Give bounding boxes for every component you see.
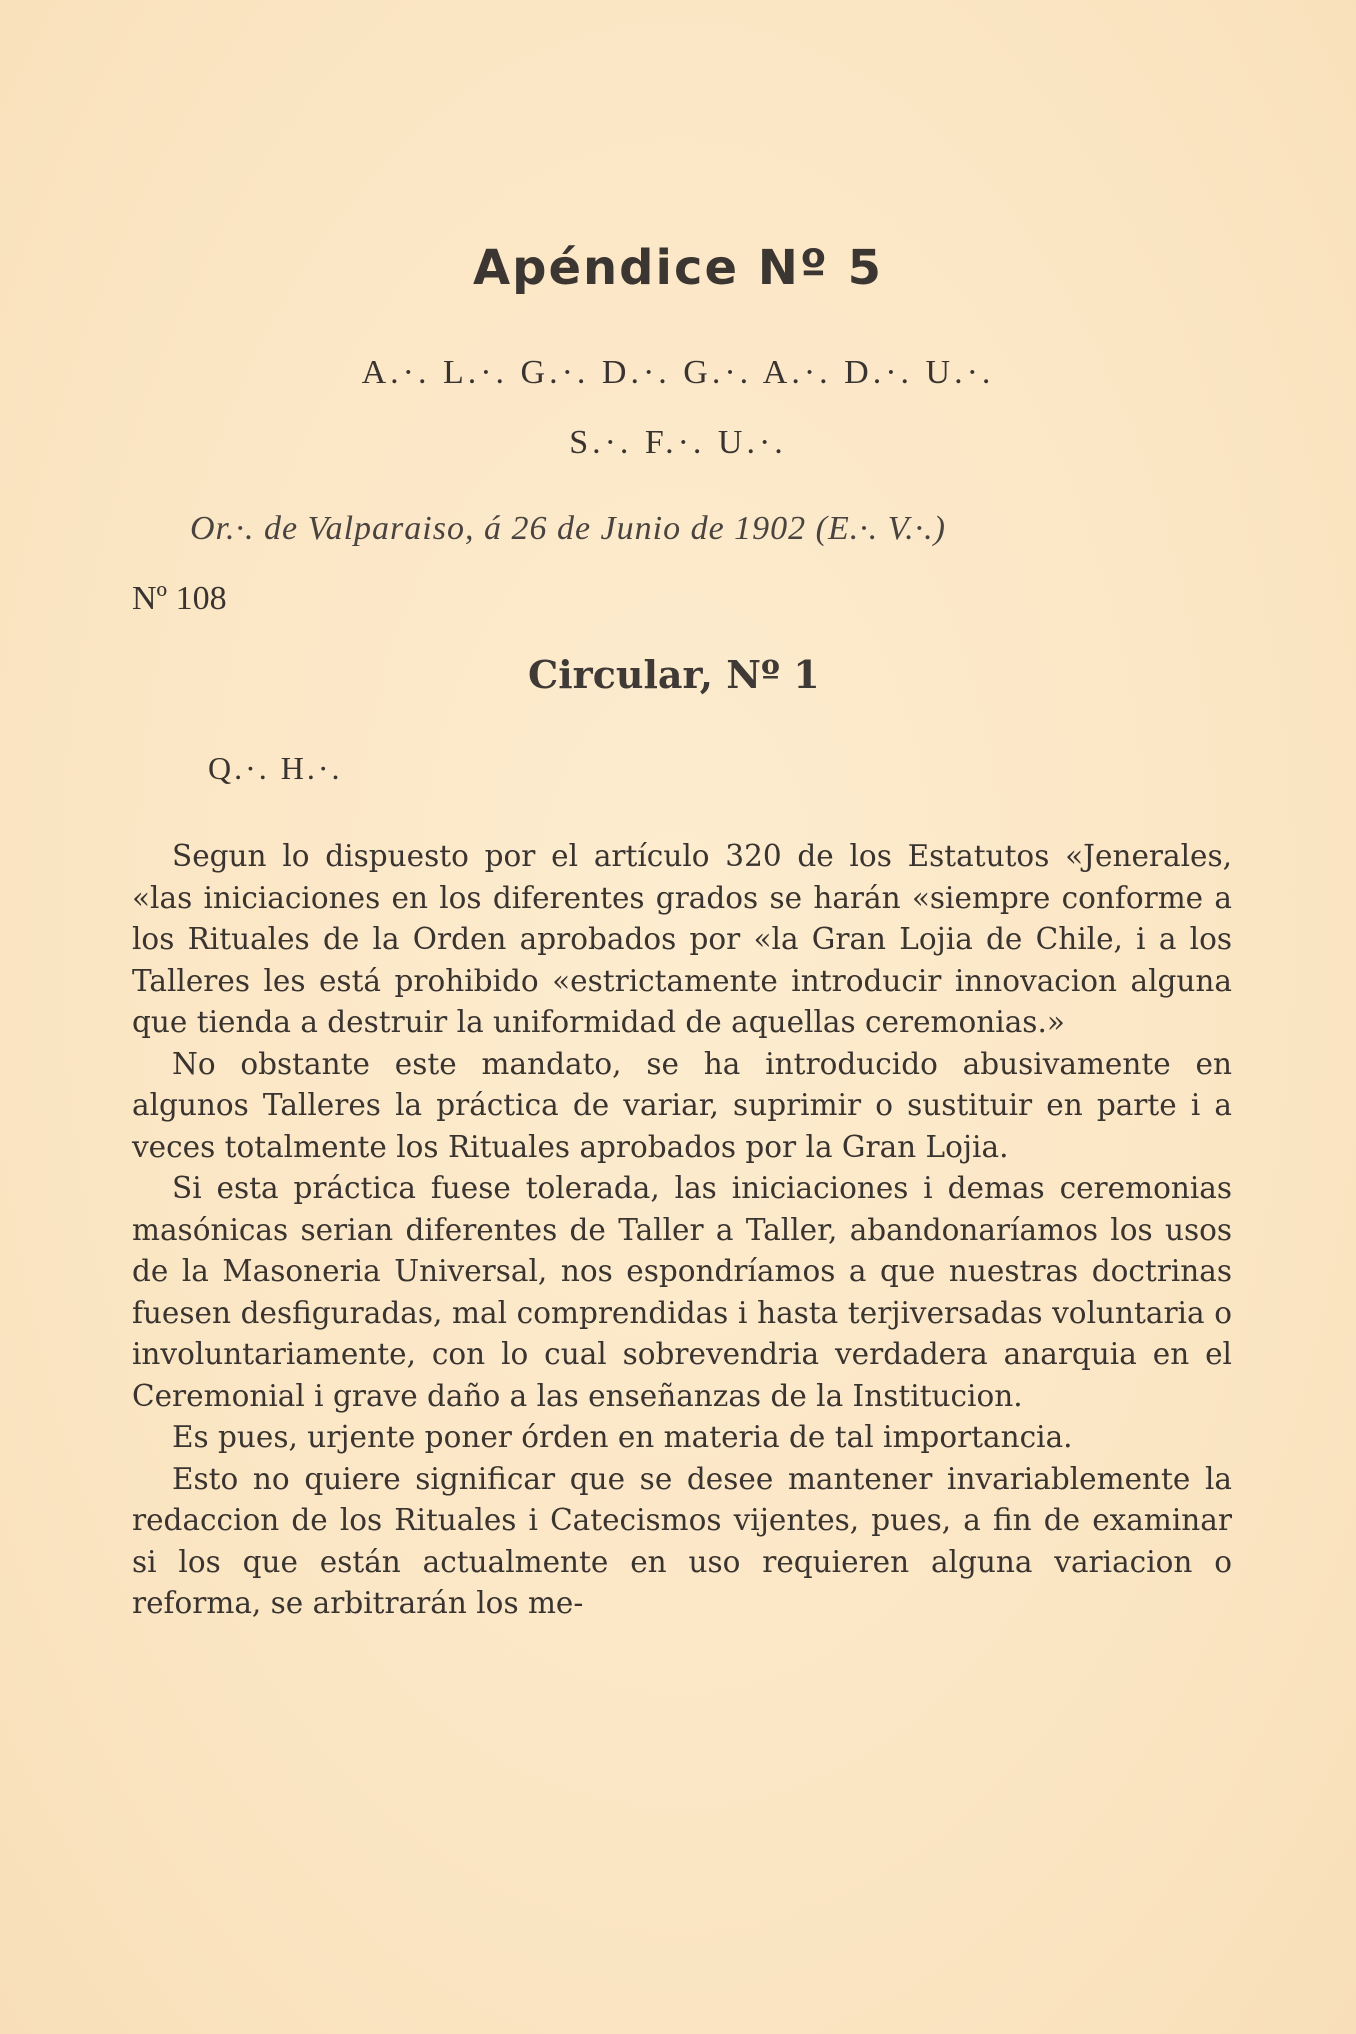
appendix-title: Apéndice Nº 5	[472, 240, 884, 296]
circular-heading: Circular, Nº 1	[528, 652, 820, 697]
place-and-date: Or.·. de Valparaiso, á 26 de Junio de 1902 (E.·. V.·.)	[190, 510, 946, 547]
paragraph-3: Si esta práctica fuese tolerada, las iniciaciones i demas ceremonias masónicas serian diferentes de Taller a Taller, abandonaríamos los usos de la Masoneria Universal, nos espondríamos a que nuestras doctrinas fuesen desfiguradas, mal comprendidas i hasta terjiversadas voluntaria o involuntariamente, con lo cual sobrevendria verdadera anarquia en el Ceremonial i grave daño a las enseñanzas de la Institucion.	[132, 1171, 1232, 1413]
document-number: Nº 108	[132, 580, 227, 617]
body-text	[132, 836, 1232, 1625]
paragraph-4: Es pues, urjente poner órden en materia de tal importancia.	[172, 1420, 1073, 1454]
salutation: Q.·. H.·.	[208, 750, 343, 786]
masonic-abbreviation-line-1: A.·. L.·. G.·. D.·. G.·. A.·. D.·. U.·.	[361, 354, 995, 391]
masonic-abbreviation-line-2: S.·. F.·. U.·.	[569, 424, 787, 461]
paragraph-2: No obstante este mandato, se ha introducido abusivamente en algunos Talleres la práctica de variar, suprimir o sustituir en parte i a veces totalmente los Rituales aprobados por la Gran Lojia.	[132, 1046, 1232, 1164]
paragraph-5: Esto no quiere significar que se desee mantener invariablemente la redaccion de los Rituales i Catecismos vijentes, pues, a fin de examinar si los que están actualmente en uso requieren alguna variacion o reforma, se arbitrarán los me-	[132, 1461, 1232, 1620]
paragraph-1: Segun lo dispuesto por el artículo 320 de los Estatutos «Jenerales, «las iniciaciones en los diferentes grados se harán «siempre conforme a los Rituales de la Orden aprobados por «la Gran Lojia de Chile, i a los Talleres les está prohibido «estrictamente introducir innovacion alguna que tienda a destruir la uniformidad de aquellas ceremonias.»	[132, 839, 1232, 1039]
